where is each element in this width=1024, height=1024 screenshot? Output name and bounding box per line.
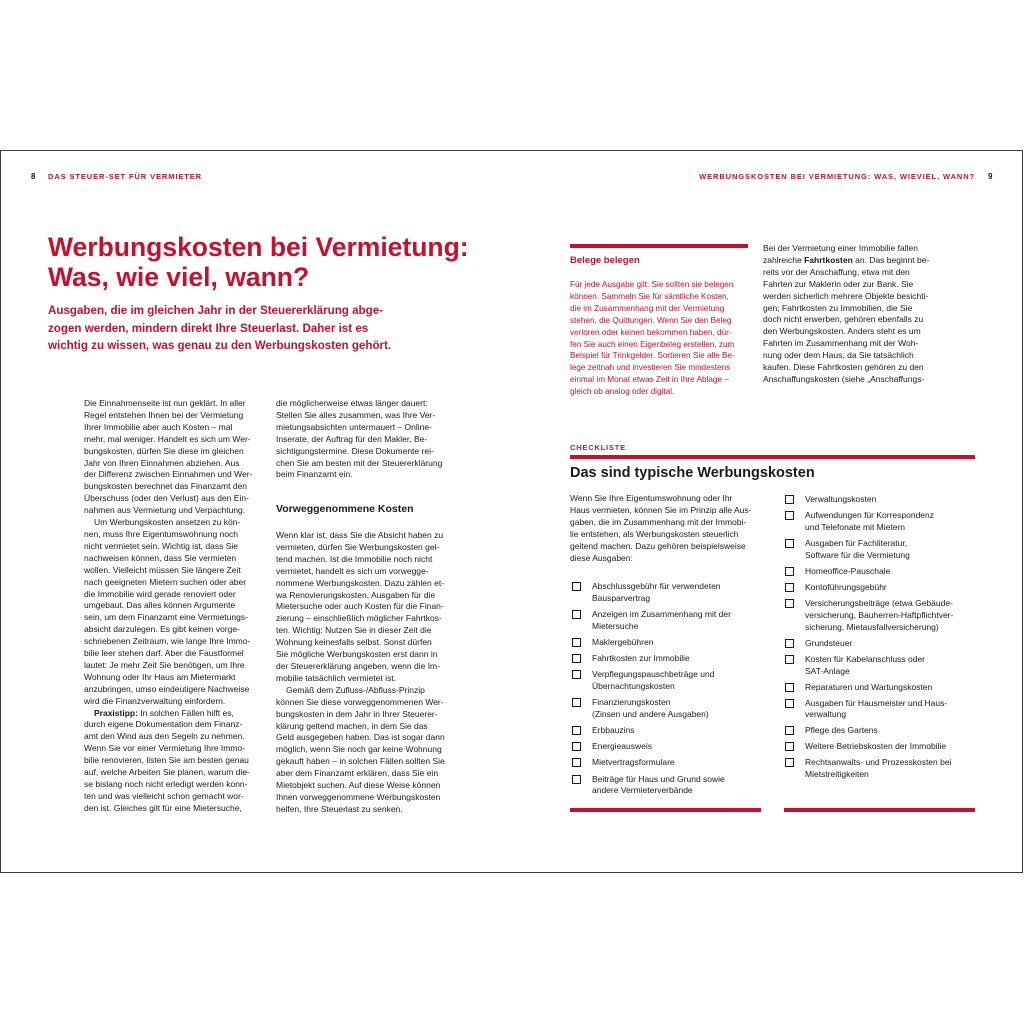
text-line: nachweisen können, dass Sie vermieten [84, 552, 237, 563]
text-line: kaufen. Diese Fahrtkosten gehören zu den [763, 362, 924, 373]
text-line: lautet: Je mehr Zeit Sie benötigen, um Ihre [84, 659, 245, 670]
right-column [763, 243, 929, 386]
checklist-item-text [592, 609, 731, 633]
checklist-item-text [805, 682, 932, 694]
checklist-item-line: Reparaturen und Wartungskosten [805, 681, 933, 692]
text-line: die Immobilie wird gerade renoviert oder [84, 588, 236, 599]
checklist-item-line: SAT-Anlage [805, 665, 850, 676]
text-line: wollen. Vielleicht müssen Sie längere Zeit [84, 564, 241, 575]
box-heading: Belege belegen [570, 255, 640, 266]
page-number-left: 8 [31, 172, 36, 181]
text-line: aber dem Finanzamt erklären, dass Sie ein [276, 768, 439, 779]
text-line: umgebaut. Das alles können Argumente [84, 600, 236, 611]
rc-line: Bei der Vermietung einer Immobilie fallen [763, 243, 918, 253]
text-line: Für jede Ausgabe gilt: Sie sollten sie belegen [570, 280, 734, 289]
text-line: Beispiel für Trinkgelder. Sortieren Sie alle Be- [570, 351, 735, 361]
checklist-item-line: Verwaltungskosten [805, 494, 877, 504]
checklist-item-text [805, 582, 887, 594]
text-line: nung oder dem Haus, da Sie tatsächlich [763, 350, 914, 361]
checklist-item-line: Ausgaben für Hausmeister und Haus- [805, 697, 948, 708]
checklist-item-text [592, 697, 709, 721]
checklist-item-text [805, 566, 890, 578]
box-text [570, 279, 735, 398]
text-line: lege zeitnah und investieren Sie mindestens [570, 363, 731, 373]
checklist-item-line: versicherung, Bauherren-Haftpflichtver- [805, 609, 954, 620]
checklist-item-text [592, 653, 690, 665]
checklist-item-text [805, 654, 925, 678]
body-column-2b [276, 530, 445, 816]
text-line: die im Zusammenhang mit der Vermietung [570, 303, 725, 313]
col2-top-text [276, 398, 442, 481]
text-line: Fahrten im Zusammenhang mit der Woh- [763, 338, 919, 349]
checkbox-icon[interactable] [785, 639, 794, 648]
checkbox-icon[interactable] [572, 775, 581, 784]
checkbox-icon[interactable] [785, 599, 794, 608]
rc-lines [763, 267, 929, 386]
text-line: den ist. Gleiches gilt für eine Mietersuche, [84, 802, 242, 813]
checkbox-icon[interactable] [572, 698, 581, 707]
running-head-left: DAS STEUER-SET FÜR VERMIETER [48, 172, 202, 181]
text-line: Die Einnahmenseite ist nun geklärt. In aller [84, 398, 246, 408]
text-line: Regel entstehen Ihnen bei der Vermietung [84, 409, 244, 420]
checklist-rule-bottom-left [570, 808, 761, 812]
text-line: nach geeigneten Mietern suchen oder aber [84, 576, 247, 587]
text-line: klärung geltend machen, in dem Sie das [276, 720, 428, 731]
text-line: bungskosten, dürfen Sie diese im gleichen [84, 445, 244, 456]
text-line: fen Sie auch einen Eigenbeleg erstellen, zum [570, 339, 735, 349]
text-line: Wohnung keinesfalls selbst. Sonst dürfen [276, 637, 432, 648]
checklist-rule-bottom-right [784, 808, 975, 812]
checklist-item-text [805, 638, 852, 650]
text-line: Ihnen vorweggenommene Werbungskosten [276, 791, 441, 802]
text-line: ten und was vielleicht schon gemacht wor- [84, 790, 244, 801]
page-title [48, 232, 469, 292]
text-line: doch nicht erwerben, gehören ebenfalls zu [763, 314, 924, 325]
text-line: schriebenen Zeitraum, wie lange Ihre Immo- [84, 636, 251, 647]
checklist-item-line: Bausparvertrag [592, 592, 651, 603]
text-line: beim Finanzamt ein. [276, 469, 353, 480]
checklist-item-text [805, 598, 953, 634]
checkbox-icon[interactable] [572, 582, 581, 591]
checklist-item-line: Mietersuche [592, 620, 639, 631]
text-line: nen, muss Ihre Eigentumswohnung noch [84, 528, 239, 539]
rc-bold: Fahrtkosten [804, 254, 853, 265]
page-number-right: 9 [988, 172, 993, 181]
lead-paragraph [48, 302, 391, 355]
text-line: tend machen. Ist die Immobilie noch nicht [276, 553, 433, 564]
checklist-item-line: Weitere Betriebskosten der Immobilie [805, 741, 947, 752]
checkbox-icon[interactable] [572, 654, 581, 663]
subheading: Vorweggenommene Kosten [276, 503, 414, 515]
checklist-item-text [592, 774, 725, 798]
checkbox-icon[interactable] [785, 683, 794, 692]
text-line: chen Sie am besten mit der Steuererklärung [276, 457, 443, 468]
checklist-item-line: Software für die Vermietung [805, 549, 910, 560]
checklist-heading: Das sind typische Werbungskosten [570, 465, 815, 481]
checklist-item-line: Aufwendungen für Korrespondenz [805, 510, 935, 520]
text-line: den Werbungskosten. Anders steht es um [763, 326, 921, 337]
text-line: können. Sammeln Sie für sämtliche Kosten, [570, 291, 729, 301]
text-line: Geld ausgegeben haben. Das ist sogar dann [276, 732, 445, 743]
checklist-item-text [805, 494, 876, 506]
checklist-item-text [592, 669, 714, 693]
checklist-item-line: Verpflegungspauschbeträge und [592, 669, 715, 680]
rc-post: an. Das beginnt be- [852, 254, 930, 265]
text-line: werden sicherlich mehrere Objekte besichti- [763, 290, 929, 301]
checkbox-icon[interactable] [785, 742, 794, 751]
checklist-item-line: sicherung, Mietausfallversicherung) [805, 621, 939, 632]
checkbox-icon[interactable] [572, 670, 581, 679]
text-line: absicht darzulegen. Es gibt keinen vorge- [84, 624, 240, 635]
text-line: einmal im Monat etwas Zeit in Ihre Ablage – [570, 375, 729, 385]
text-line: gen; Fahrtkosten zu Immobilien, die Sie [763, 302, 913, 313]
checklist-item-line: Beiträge für Haus und Grund sowie [592, 773, 725, 784]
text-line: bilie leer stehen darf. Aber die Faustformel [84, 648, 244, 659]
checklist-item-line: Maklergebühren [592, 637, 654, 647]
text-line: Wenn klar ist, dass Sie die Absicht haben zu [276, 530, 444, 540]
checkbox-icon[interactable] [785, 758, 794, 767]
text-line: wa Renovierungskosten, Ausgaben für die [276, 589, 436, 600]
text-line: Ihrer Immobilie aber auch Kosten – mal [84, 421, 233, 432]
checklist-item-text [805, 510, 934, 534]
checklist-intro-lines [570, 493, 751, 564]
col1-text [84, 398, 252, 708]
text-line: wird die Finanzverwaltung einfordern. [84, 695, 226, 706]
checklist-item-line: verwaltung [805, 709, 847, 720]
text-line: die möglicherweise etwas länger dauert: [276, 398, 428, 408]
checklist-item-line: Fahrtkosten zur Immobilie [592, 653, 690, 664]
box-lines [570, 279, 735, 398]
checkbox-icon[interactable] [785, 655, 794, 664]
lead-line: Ausgaben, die im gleichen Jahr in der Steuererklärung abge- [48, 304, 384, 317]
lead-line: zogen werden, mindern direkt Ihre Steuerlast. Daher ist es [48, 321, 369, 335]
text-line: lie entstehen, als Werbungskosten steuerlich [570, 528, 739, 539]
checklist-item-line: Versicherungsbeiträge (etwa Gebäude- [805, 597, 953, 608]
text-line: bilie renovieren, listen Sie am besten genau [84, 755, 249, 766]
text-line: nahmen aus Vermietung und Verpachtung. [84, 505, 246, 516]
text-line: helfen, Ihre Steuerlast zu senken. [276, 803, 403, 814]
body-column-2 [276, 398, 442, 481]
text-line: ten. Wichtig: Nutzen Sie in dieser Zeit die [276, 625, 432, 636]
text-line: können Sie diese vorweggenommenen Wer- [276, 696, 444, 707]
checklist-item-text [592, 637, 653, 649]
rc-pre: zahlreiche [763, 254, 805, 265]
checkbox-icon[interactable] [572, 758, 581, 767]
text-line: Wenn Sie Ihre Eigentumswohnung oder Ihr [570, 493, 733, 503]
text-line: Anschaffungskosten (siehe „Anschaffungs- [763, 373, 925, 384]
checkbox-icon[interactable] [785, 583, 794, 592]
text-line: Überschuss (oder den Verlust) aus den Ein- [84, 493, 249, 504]
text-line: nommene Werbungskosten. Dazu zählen et- [276, 577, 445, 588]
checklist-item-line: Mietvertragsformulare [592, 757, 675, 768]
text-line: Gemäß dem Zufluss-/Abfluss-Prinzip [286, 684, 425, 695]
text-line: Fahrten zur Maklerin oder zur Bank. Sie [763, 278, 914, 289]
checklist-item-line: Erbbauzins [592, 725, 635, 736]
lead-line: wichtig zu wissen, was genau zu den Werbungskosten gehört. [48, 339, 392, 352]
text-line: diese Ausgaben: [570, 552, 633, 563]
text-line: gaben, die im Zusammenhang mit der Immobi- [570, 516, 747, 527]
checklist-item-line: (Zinsen und andere Ausgaben) [592, 709, 709, 720]
checklist-item-line: Homeoffice-Pauschale [805, 565, 891, 576]
text-line: geltend machen. Dazu gehören beispielsweise [570, 540, 746, 551]
checkbox-icon[interactable] [572, 742, 581, 751]
text-line: gekauft haben – in solchen Fällen sollten Sie [276, 756, 445, 767]
checklist-item-line: Abschlussgebühr für verwendeten [592, 581, 721, 591]
checklist-item-text [805, 538, 910, 562]
checklist-item-line: Kosten für Kabelanschluss oder [805, 653, 926, 664]
checkbox-icon[interactable] [785, 539, 794, 548]
checklist-item-line: Pflege des Gartens [805, 725, 878, 736]
checklist-item-line: Ausgaben für Fachliteratur, [805, 537, 908, 548]
text-line: mehr, mal weniger. Handelt es sich um Wer- [84, 433, 251, 444]
checkbox-icon[interactable] [572, 610, 581, 619]
text-line: sichtigungstermine. Diese Dokumente rei- [276, 445, 434, 456]
text-line: durch eigene Dokumentation dem Finanz- [84, 719, 243, 730]
text-line: nicht vermietet sein. Wichtig ist, dass Sie [84, 540, 239, 551]
text-line: verloren oder keinen bekommen haben, dür- [570, 327, 732, 337]
checklist-item-line: Grundsteuer [805, 637, 853, 648]
text-line: reits vor der Anschaffung, etwa mit den [763, 266, 910, 277]
checklist-item-text [805, 757, 951, 781]
body-column-1 [84, 398, 252, 815]
tip-first: In solchen Fällen hilft es, [137, 707, 234, 718]
text-line: bungskosten in dem Jahr in Ihrer Steuerer- [276, 708, 438, 719]
text-line: Wenn Sie vor einer Vermietung Ihre Immo- [84, 743, 245, 754]
checklist-item-line: Anzeigen im Zusammenhang mit der [592, 609, 731, 619]
title-line: Was, wie viel, wann? [48, 262, 310, 292]
text-line: möglich, wenn Sie noch gar keine Wohnung [276, 744, 442, 755]
rc-line-bold [763, 255, 929, 267]
tip-first-line [84, 708, 252, 720]
text-line: Wohnung oder Ihr Haus am Mietermarkt [84, 671, 236, 682]
checklist-item-text [805, 741, 946, 753]
checklist-item-text [805, 698, 947, 722]
text-line: stehen, die Quittungen. Wenn Sie den Beleg [570, 315, 732, 325]
checklist-item-line: Kontoführungsgebühr [805, 581, 887, 592]
running-head-right: WERBUNGSKOSTEN BEI VERMIETUNG: WAS, WIEVIEL, WANN? [699, 172, 975, 181]
checklist-item-line: Übernachtungskosten [592, 681, 675, 692]
text-line: Jahr von Ihren Einnahmen abziehen. Aus [84, 457, 240, 468]
text-line: Inserate, der Auftrag für den Makler, Be- [276, 433, 428, 444]
checklist-item-line: und Telefonate mit Mietern [805, 521, 906, 532]
title-line: Werbungskosten bei Vermietung: [48, 232, 469, 262]
checkbox-icon[interactable] [572, 726, 581, 735]
checkbox-icon[interactable] [785, 726, 794, 735]
text-line: Stellen Sie alles zusammen, was Ihre Ver- [276, 409, 436, 420]
checklist-item-text [592, 581, 721, 605]
text-line: vermietet, handelt es sich um vorwegge- [276, 565, 429, 576]
checkbox-icon[interactable] [785, 511, 794, 520]
checklist-item-line: Mietstreitigkeiten [805, 769, 869, 780]
checklist-intro [570, 493, 751, 564]
text-line: Mietersuche oder auch Kosten für die Finan- [276, 601, 444, 612]
text-line: Um Werbungskosten ansetzen zu kön- [94, 517, 241, 528]
text-line: mobilie tatsächlich vermietet ist. [276, 672, 396, 683]
col2-text [276, 530, 445, 816]
checklist-rule-top [570, 455, 975, 459]
text-line: vermieten, dürfen Sie Werbungskosten gel- [276, 541, 440, 552]
box-rule [570, 244, 748, 248]
text-line: anzubringen, umso eindeutigere Nachweise [84, 683, 250, 694]
text-line: bungskosten berechnet das Finanzamt den [84, 481, 248, 492]
checklist-item-text [805, 725, 878, 737]
tip-label: Praxistipp: [94, 707, 138, 718]
text-line: Mietobjekt suchen. Auf diese Weise können [276, 780, 441, 791]
text-line: gleich ob analog oder digital. [570, 387, 675, 397]
checklist-item-line: Finanzierungskosten [592, 697, 671, 708]
text-line: se bislang noch nicht erledigt werden konn- [84, 779, 248, 789]
text-line: zierung – einschließlich möglicher Fahrtkos- [276, 613, 442, 624]
text-line: Haus vermieten, können Sie im Prinzip alle Aus- [570, 504, 752, 515]
text-line: der Steuererklärung angeben, wenn die Im- [276, 660, 440, 671]
checklist-item-line: andere Vermieterverbände [592, 785, 693, 796]
text-line: der Differenz zwischen Einnahmen und Wer- [84, 469, 253, 480]
checkbox-icon[interactable] [572, 638, 581, 647]
tip-text [84, 719, 252, 814]
checklist-label: CHECKLISTE [570, 443, 626, 452]
checklist-item-text [592, 725, 635, 737]
checkbox-icon[interactable] [785, 699, 794, 708]
text-line: mietungsabsichten untermauert – Online- [276, 421, 432, 432]
checklist-item-line: Energieausweis [592, 741, 653, 752]
checklist-item-text [592, 757, 675, 769]
text-line: sein, um dem Finanzamt eine Vermietungs- [84, 612, 248, 623]
text-line: Sie mögliche Werbungskosten erst dann in [276, 649, 438, 660]
checklist-item-line: Rechtsanwalts- und Prozesskosten bei [805, 757, 952, 768]
checkbox-icon[interactable] [785, 567, 794, 576]
checkbox-icon[interactable] [785, 495, 794, 504]
text-line: amt den Wind aus den Segeln zu nehmen. [84, 731, 245, 742]
text-line: auf, welche Arbeiten Sie planen, warum die- [84, 767, 250, 778]
checklist-item-text [592, 741, 652, 753]
